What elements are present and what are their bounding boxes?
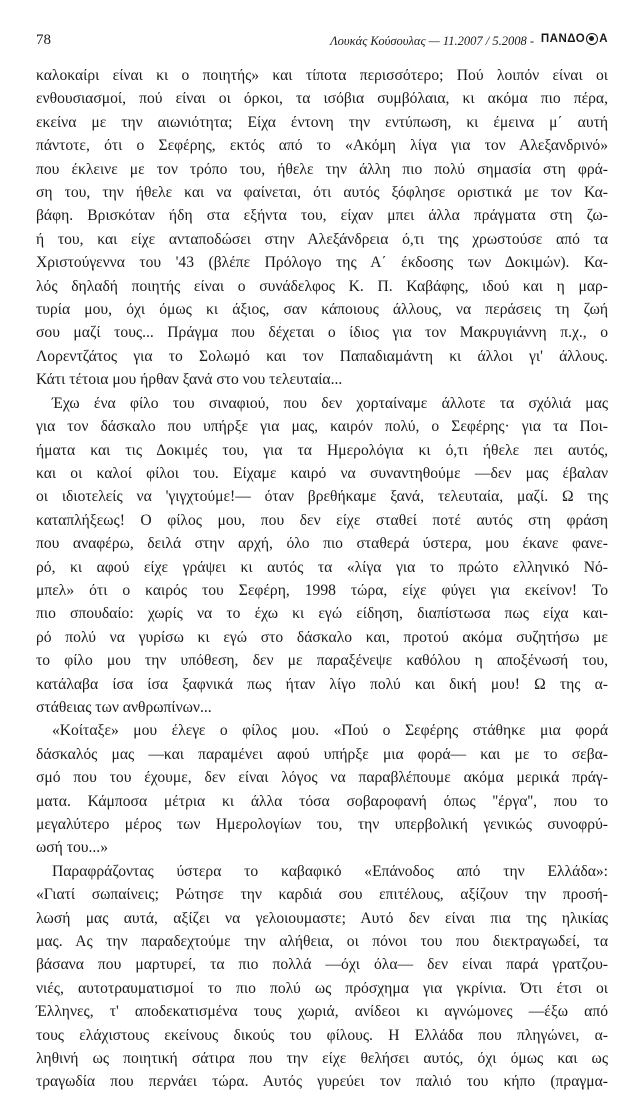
book-page — [36, 28, 608, 1091]
running-head — [36, 28, 608, 54]
text-line: τραγωδία που περνάει τώρα. Αυτός γυρεύει τον παλιό του κήπο (πραγμα- — [36, 1073, 608, 1091]
text-line: ληθινή ως ποιητική σάτιρα που την είχε θελήσει αυτός, όχι όμως και ως — [36, 1050, 608, 1068]
text-line: Έλληνες, τ' αποδεκατισμένα τους χωριά, ανίδεοι κι αγνώμονες —έξω από — [36, 1003, 608, 1021]
publisher-logo — [541, 33, 608, 45]
text-line: ση του, την ήθελε και να φαίνεται, ότι αυτός ξόφλησε οριστικά με τον Κα- — [36, 184, 608, 202]
text-line: στάθειας των ανθρωπίνων... — [36, 698, 212, 716]
text-line: οι ιδιοτελείς να 'γιγχτούμε!— όταν βρεθήκαμε ξανά, τελευταία, μαζί. Ω της — [36, 488, 608, 506]
text-line: πάντοτε, ότι ο Σεφέρης, εκτός από το «Ακόμη λίγα για τον Αλεξανδρινό» — [36, 137, 608, 155]
text-line: καταπλήξεως! Ο φίλος μου, που δεν είχε σταθεί ποτέ αυτός στη φράση — [36, 511, 608, 529]
logo-text-left: ΠΑΝΔΟ — [540, 33, 586, 45]
text-line: ματα. Κάμποσα μέτρια κι άλλα τόσα σοβαροφανή όπως ''έργα'', που το — [36, 792, 608, 810]
text-line: βάσανα που μαρτυρεί, τα πιο πολλά —όχι όλα— δεν είναι παρά γρατζου- — [36, 956, 608, 974]
body-text — [36, 64, 608, 1094]
text-line: μπελ» ότι ο καιρός του Σεφέρη, 1998 τώρα, είχε φύγει για εκείνον! Το — [36, 581, 608, 599]
text-line: ή του, και είχε ανταποδώσει στην Αλεξάνδρεια ό,τι της χρωστούσε από τα — [36, 230, 608, 248]
text-line: Παραφράζοντας ύστερα το καβαφικό «Επάνοδος από την Ελλάδα»: — [52, 862, 608, 880]
text-line: Κάτι τέτοια μου ήρθαν ξανά στο νου τελευταία... — [36, 371, 343, 389]
text-line: το φίλο μου την υπόθεση, δεν με παραξένεψε καθόλου η αποξένωσή του, — [36, 652, 608, 670]
page-number: 78 — [36, 32, 51, 48]
text-line: για τον δάσκαλο που υπήρξε για μας, καιρόν πολύ, ο Σεφέρης· για τα Ποι- — [36, 418, 608, 436]
text-line: ρό, κι αφού είχε γράψει κι αυτός τα «λίγα για το πρώτο ελληνικό Νό- — [36, 558, 608, 576]
text-line: μεγαλύτερο μέρος των Ημερολογίων του, την υπερβολική γενικώς συνοφρύ- — [36, 816, 608, 833]
text-line: ενθουσιασμοί, πού είναι οι όρκοι, τα ισόβια συμβόλαια, κι ακόμα πιο πέρα, — [36, 90, 608, 108]
text-line: «Γιατί σωπαίνεις; Ρώτησε την καρδιά σου επιτέλους, αξίζουν την προσή- — [36, 886, 608, 904]
text-line: ωσή του...» — [36, 839, 108, 857]
text-line: κατάλαβα ίσα ίσα ξαφνικά πως ήταν λίγο πολύ και δική μου! Ω της α- — [36, 675, 608, 693]
text-line: εκείνα με την αιωνιότητα; Είχα έντονη την εντύπωση, κι έμεινα μ΄ αυτή — [36, 113, 608, 131]
text-line: δάσκαλός μας —και παραμένει αφού υπήρξε μια φορά— και με το σεβα- — [36, 745, 608, 763]
text-line: τυρία μου, όχι όμως κι άξιος, σαν κάποιους άλλους, να περάσεις τη ζωή — [36, 301, 608, 319]
text-line: ήματα και τις Δοκιμές του, για τα Ημερολόγια κι ό,τι ήθελε πει αυτός, — [36, 441, 608, 459]
text-line: νιές, αυτοτραυματισμοί το πιο πολύ ως πρόσχημα για γκρίνια. Ότι έτσι οι — [36, 979, 608, 997]
text-line: Χριστούγεννα του '43 (βλέπε Πρόλογο της Α΄ έκδοσης των Δοκιμών). Κα- — [36, 254, 608, 272]
text-line: σου μαζί τους... Πράγμα που δέχεται ο ίδιος για τον Μακρυγιάννη π.χ., ο — [36, 324, 608, 342]
logo-circle-icon — [586, 33, 598, 45]
text-line: «Κοίταξε» μου έλεγε ο φίλος μου. «Πού ο Σεφέρης στάθηκε μια φορά — [52, 722, 608, 740]
text-line: που έκλεινε με τον τρόπο του, ήθελε την άλλη πιο πολύ σημασία στη φρά- — [36, 160, 608, 178]
text-line: βάφη. Βρισκόταν ήδη στα εξήντα του, είχαν μπει άλλα πράγματα στη ζω- — [36, 207, 608, 225]
text-line: σμό που του έχουμε, δεν είναι λόγος να παραβλέπουμε ακόμα μερικά πράγ- — [36, 769, 608, 787]
text-line: και οι καλοί φίλοι του. Είχαμε καιρό να συναντηθούμε —δεν μας έβαλαν — [36, 464, 608, 482]
text-line: Έχω ένα φίλο του σιναφιού, που δεν χορταίναμε άλλοτε τα σχόλιά μας — [52, 394, 608, 412]
text-line: λωσή μας αυτά, αξίζει να γελοιουμαστε; Αυτό δεν είναι πια της ηλικίας — [36, 909, 608, 927]
text-line: λός δηλαδή ποιητής είναι ο συνάδελφος Κ. Π. Καβάφης, ιδού και η μαρ- — [36, 277, 608, 295]
running-title: Λουκάς Κούσουλας — 11.2007 / 5.2008 - — [330, 34, 534, 48]
text-line: τους ελάχιστους εκείνους δικούς του φίλους. Η Ελλάδα που πληγώνει, α- — [36, 1026, 608, 1044]
text-line: ρό πολύ να γυρίσω κι εγώ στο δάσκαλο και, προτού ακόμα συζητήσω με — [36, 628, 608, 646]
text-line: καλοκαίρι είναι κι ο ποιητής» και τίποτα περισσότερο; Πού λοιπόν είναι οι — [36, 67, 608, 84]
text-line: που αναφέρω, δειλά στην αρχή, όλο πιο σταθερά ύστερα, μου έκανε φανε- — [36, 535, 608, 553]
text-line: μας. Ας την παραδεχτούμε την αλήθεια, οι πόνοι του που διεκτραγωδεί, τα — [36, 933, 608, 951]
logo-text-right: Α — [599, 33, 608, 45]
text-line: Λορεντζάτος για το Σολωμό και τον Παπαδιαμάντη κι άλλοι γι' άλλους. — [36, 347, 608, 365]
text-line: πιο σπουδαίο: χωρίς να το έχω κι εγώ είδηση, διαπίστωσα πως είχα και- — [36, 605, 608, 623]
